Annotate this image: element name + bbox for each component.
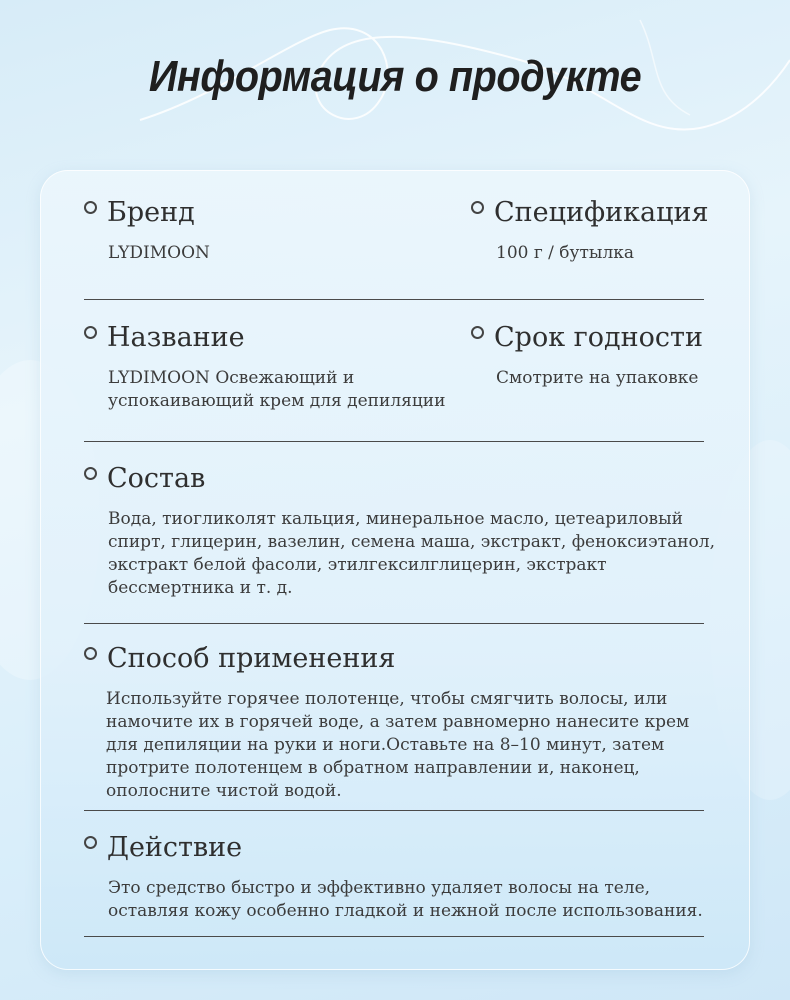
name-value: LYDIMOON Освежающий и успокаивающий крем для депиляции <box>108 368 446 411</box>
effect-value: Это средство быстро и эффективно удаляет волосы на теле, оставляя кожу особенно гладкой и нежной после использования. <box>108 878 703 921</box>
page-title: Информация о продукте <box>148 52 642 101</box>
usage-value: Используйте горячее полотенце, чтобы смягчить волосы, или намочите их в горячей воде, а затем равномерно нанесите крем для депиляции на руки и ноги.Оставьте на 8–10 минут, затем протрите полотенцем в обратном направлении и, наконец, ополосните чистой водой. <box>106 689 690 801</box>
divider <box>84 623 704 624</box>
spec-value: 100 г / бутылка <box>496 243 635 263</box>
effect-heading-text: Действие <box>107 832 243 863</box>
circle-bullet-icon <box>471 201 484 214</box>
spec-heading-text: Спецификация <box>494 197 709 228</box>
circle-bullet-icon <box>84 836 97 849</box>
circle-bullet-icon <box>84 467 97 480</box>
name-heading-text: Название <box>107 322 245 353</box>
usage-section <box>84 643 724 803</box>
spec-heading <box>471 197 741 228</box>
circle-bullet-icon <box>84 647 97 660</box>
circle-bullet-icon <box>84 326 97 339</box>
shelf-life-heading-text: Срок годности <box>494 322 703 353</box>
effect-section <box>84 832 724 923</box>
composition-section <box>84 463 724 600</box>
spec-section <box>471 197 741 265</box>
brand-heading-text: Бренд <box>107 197 195 228</box>
circle-bullet-icon <box>84 201 97 214</box>
usage-heading-text: Способ применения <box>107 643 396 674</box>
brand-heading <box>84 197 424 228</box>
brand-value: LYDIMOON <box>108 243 210 263</box>
divider <box>84 936 704 937</box>
effect-heading <box>84 832 724 863</box>
composition-heading <box>84 463 724 494</box>
composition-heading-text: Состав <box>107 463 206 494</box>
brand-section <box>84 197 424 265</box>
circle-bullet-icon <box>471 326 484 339</box>
shelf-life-heading <box>471 322 741 353</box>
divider <box>84 441 704 442</box>
name-heading <box>84 322 464 353</box>
shelf-life-section <box>471 322 741 390</box>
composition-value: Вода, тиогликолят кальция, минеральное масло, цетеариловый спирт, глицерин, вазелин, семена маша, экстракт, феноксиэтанол, экстракт белой фасоли, этилгексилглицерин, экстракт бессмертника и т. д. <box>108 509 715 598</box>
divider <box>84 299 704 300</box>
usage-heading <box>84 643 724 674</box>
name-section <box>84 322 464 413</box>
divider <box>84 810 704 811</box>
shelf-life-value: Смотрите на упаковке <box>496 368 699 388</box>
